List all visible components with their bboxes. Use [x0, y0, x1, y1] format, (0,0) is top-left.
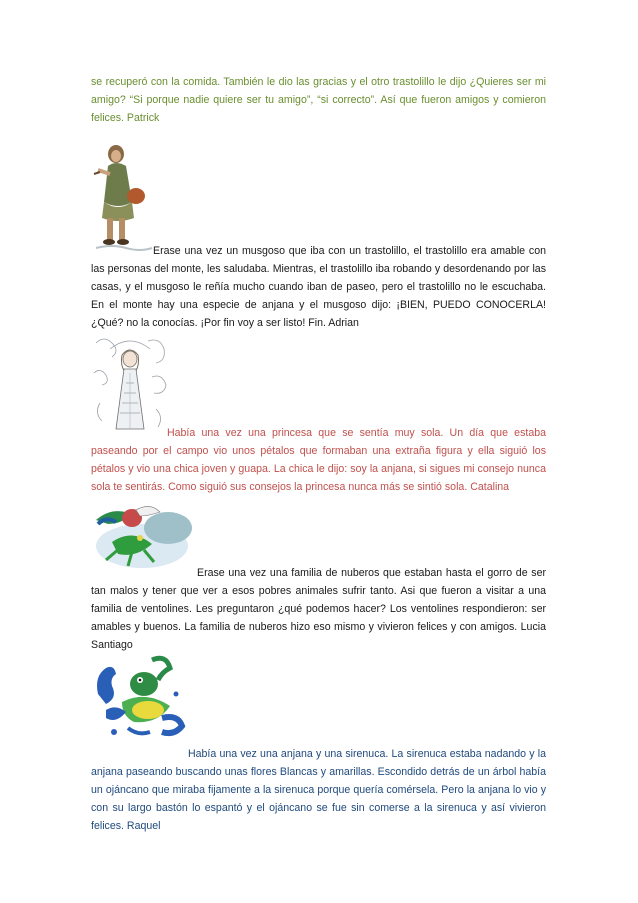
story-adrian-text: Erase una vez un musgoso que iba con un trastolillo, el trastolillo era amable con las personas del monte, les saludaba. Mientras, el trastolillo iba robando y desordenando por las casas, y el musgoso le reñía mucho cuando iban de paseo, pero el trastolillo no le escuchaba. En el monte hay una especie de anjana y el musgoso dijo: ¡BIEN, PUEDO CONOCERLA! ¿Qué? no la conocías. ¡Por fin voy a ser listo! Fin. Adrian	[91, 245, 546, 329]
anjana-illustration	[90, 333, 170, 437]
story-patrick: se recuperó con la comida. También le dio las gracias y el otro trastolillo le dijo ¿Quieres ser mi amigo? “Si porque nadie quiere ser tu amigo”, “si correcto”. Así que fueron amigos y comieron felices. Patrick	[91, 76, 546, 124]
story-catalina	[91, 424, 546, 496]
story-lucia-text: Erase una vez una familia de nuberos que estaban hasta el gorro de ser tan malos y tener que ver a esos pobres animales sufrir tanto. Asi que fueron a visitar a una familia de ventolines. Les preguntaron ¿qué podemos hacer? Los ventolines respondieron: ser amables y buenos. La familia de nuberos hizo eso mismo y vivieron felices y con amigos. Lucia Santiago	[91, 567, 546, 651]
story-lucia	[91, 564, 546, 654]
story-adrian	[91, 242, 546, 332]
musgoso-illustration	[92, 140, 154, 256]
story-raquel-text: Había una vez una anjana y una sirenuca. La sirenuca estaba nadando y la anjana paseando buscando unas flores Blancas y amarillas. Escondido detrás de un árbol había un ojáncano que miraba fijamente a la sirenuca porque quería comérsela. Pero la anjana lo vio y con su largo bastón lo espantó y el ojáncano se fue sin comerse a la sirenuca y así vivieron felices. Raquel	[91, 748, 546, 832]
story-raquel	[91, 745, 546, 835]
sirenuca-illustration	[92, 654, 188, 744]
story-catalina-text: Había una vez una princesa que se sentía muy sola. Un día que estaba paseando por el campo vio unos pétalos que formaban una extraña figura y ella siguió los pétalos y vio una chica joven y guapa. La chica le dijo: soy la anjana, si sigues mi consejo nunca sola te sentirás. Como siguió sus consejos la princesa nunca más se sintió sola. Catalina	[91, 427, 546, 493]
nuberos-illustration	[92, 502, 198, 572]
